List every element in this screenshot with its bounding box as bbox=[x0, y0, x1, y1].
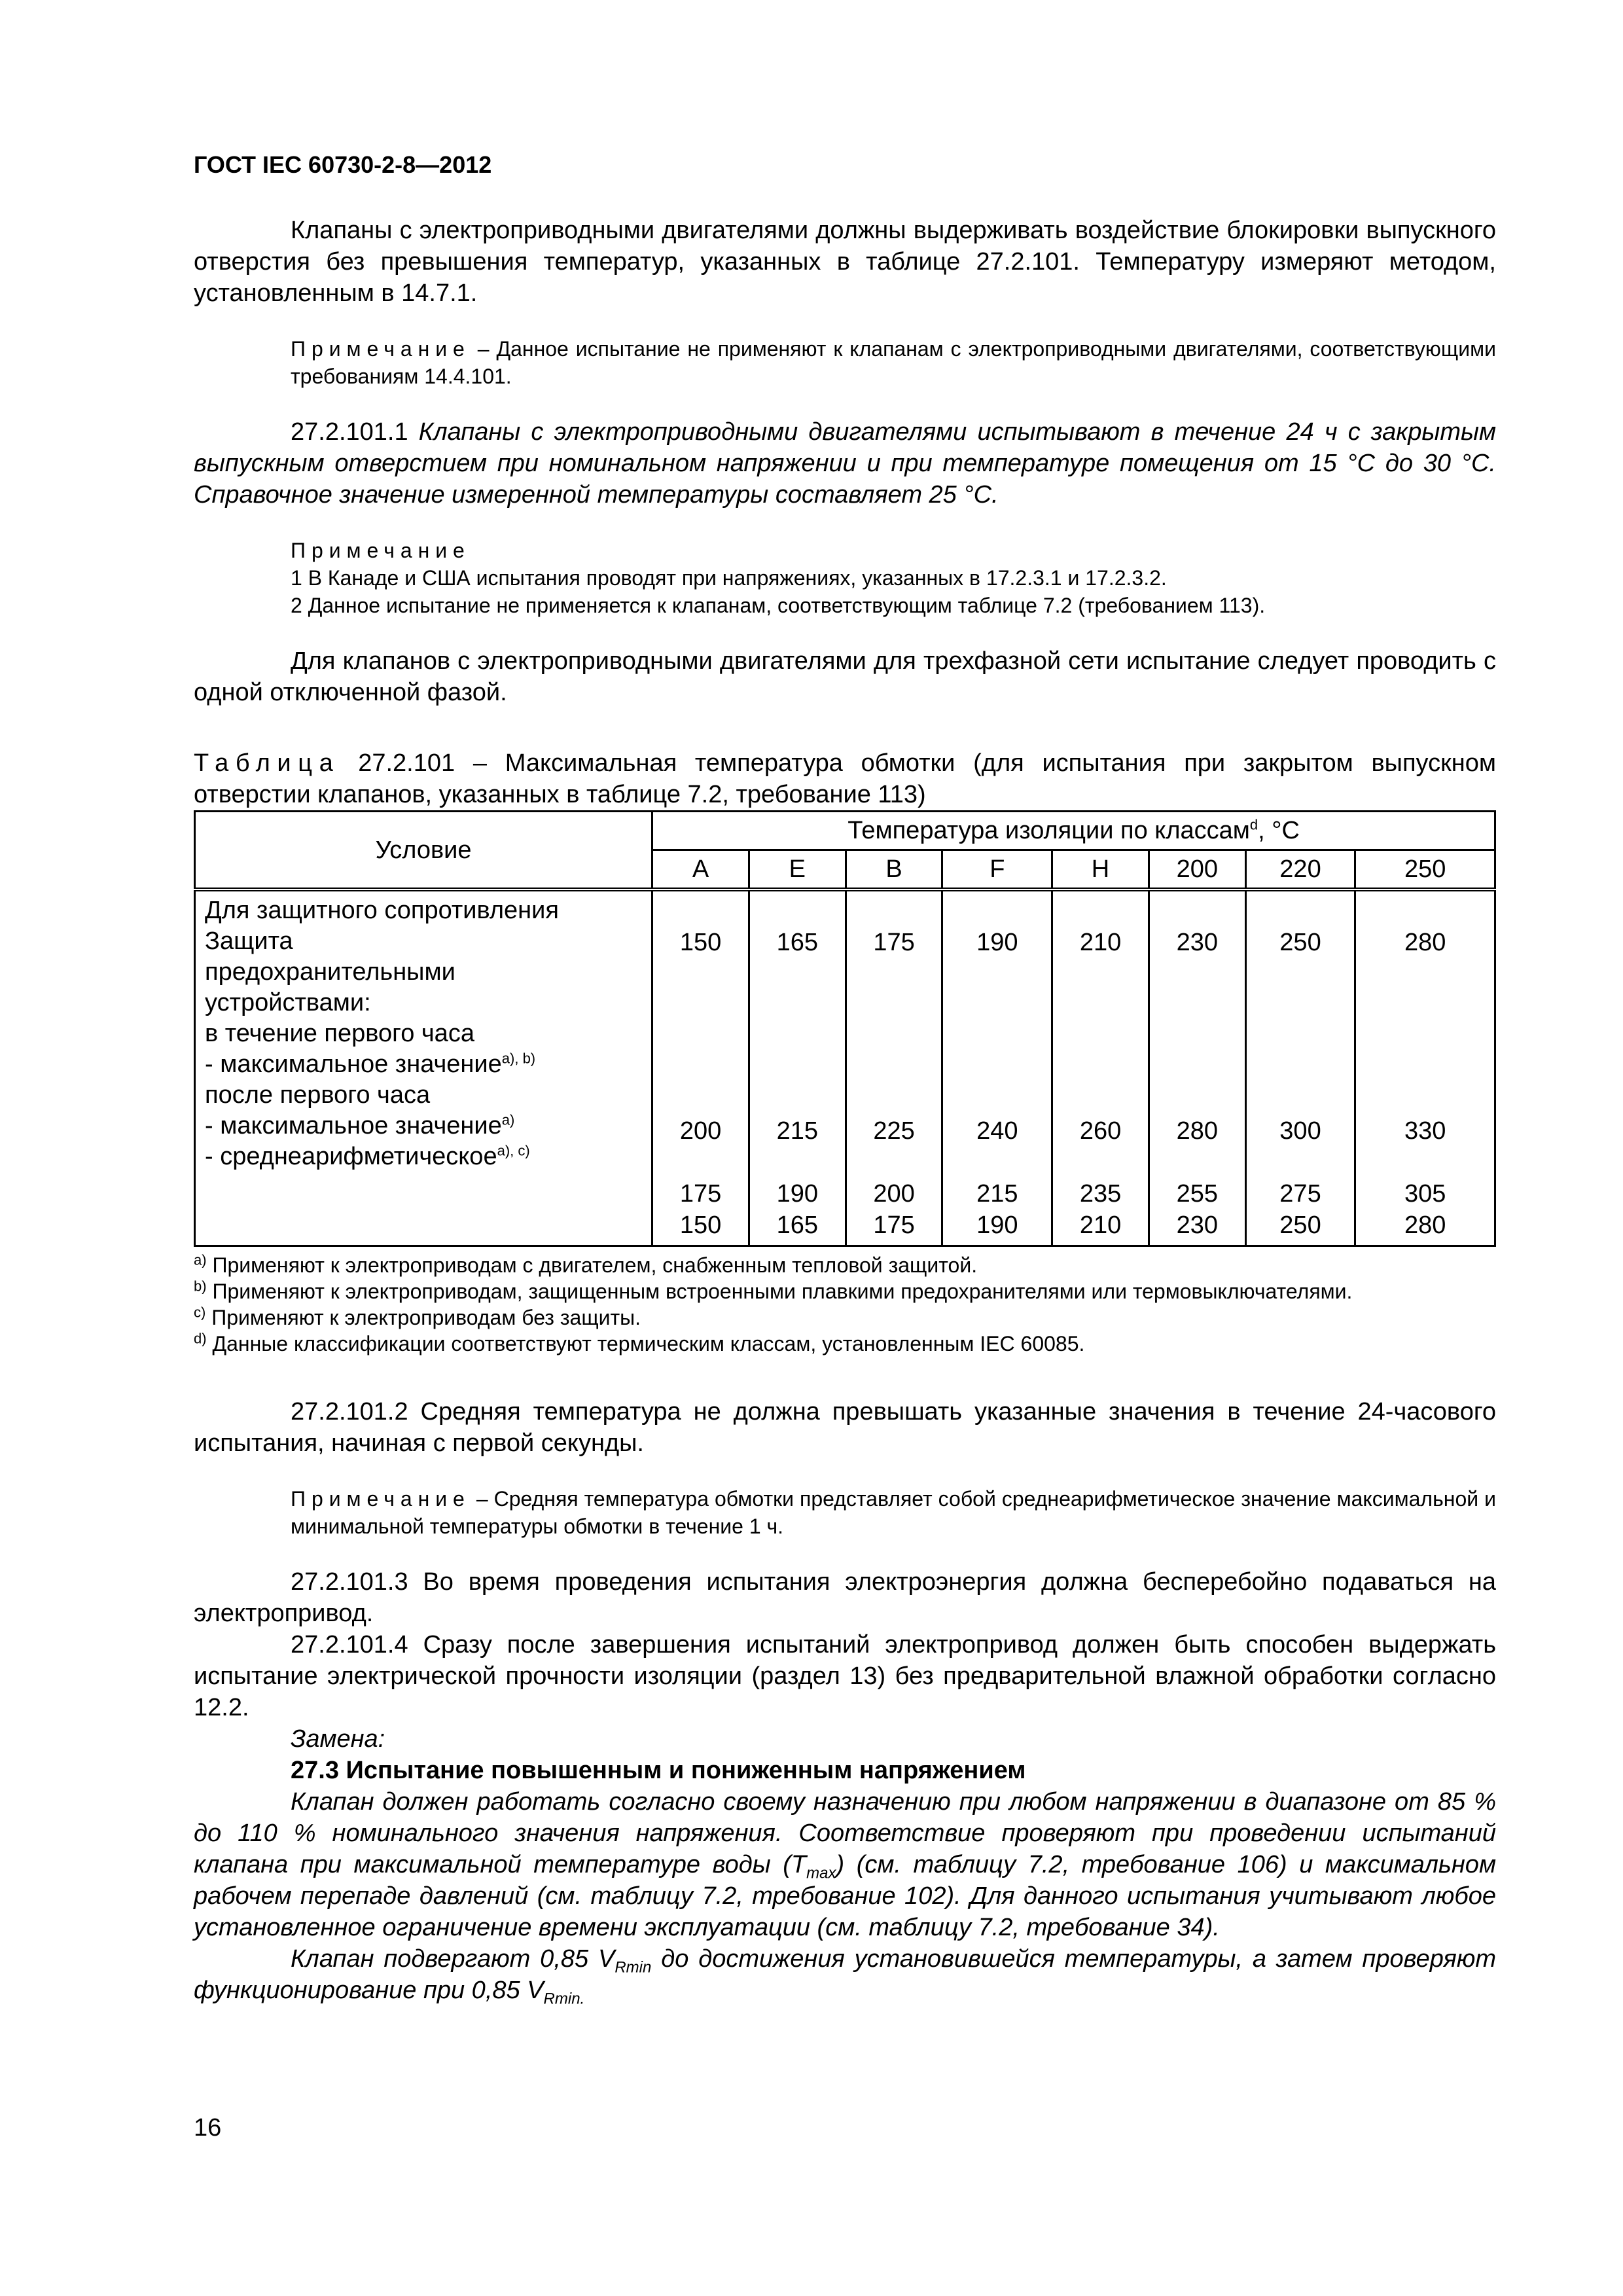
value-cell bbox=[846, 889, 942, 1246]
paragraph-3: Для клапанов с электроприводными двигателями для трехфазной сети испытание следует проводить с одной отключенной фазой. bbox=[194, 647, 1496, 706]
value-line bbox=[1154, 1147, 1241, 1178]
value-cell bbox=[1355, 889, 1495, 1246]
table-row bbox=[195, 889, 1495, 1246]
table-caption bbox=[194, 747, 1496, 810]
value-line: 250 bbox=[1279, 929, 1321, 956]
value-line bbox=[1360, 895, 1490, 927]
note-label: Примечание bbox=[291, 1487, 471, 1511]
value-line: 235 bbox=[1079, 1180, 1122, 1208]
value-line: 175 bbox=[873, 929, 915, 956]
value-line bbox=[1251, 895, 1351, 927]
value-line: 190 bbox=[776, 1180, 819, 1208]
paragraph-7: Клапан должен работать согласно своему назначению при любом напряжении в диапазоне от 85 % до 110 % номинального значения напряжения. Соответствие проверяют при проведении испытаний клапана при максимальной температуре воды $(T_{max})$ (см. таблицу 7.2, требование 106) и максимальном рабочем перепаде давлений (см. таблицу 7.2, требование 102). Для данного испытания учитывают любое установленное ограничение времени эксплуатации (см. таблицу 7.2, требование 34). bbox=[194, 1788, 1496, 1941]
page-number: 16 bbox=[194, 2114, 222, 2142]
value-line: 200 bbox=[873, 1180, 915, 1208]
value-line: 250 bbox=[1279, 1211, 1321, 1239]
header-class: 250 bbox=[1355, 850, 1495, 890]
value-line bbox=[947, 990, 1047, 1021]
value-line bbox=[1360, 958, 1490, 990]
value-line bbox=[1251, 1021, 1351, 1052]
value-line bbox=[657, 1147, 744, 1178]
value-line: 230 bbox=[1176, 929, 1218, 956]
value-line: 200 bbox=[679, 1117, 722, 1145]
footnote: $^{a)}$ Применяют к электроприводам с двигателем, снабженным тепловой защитой. bbox=[194, 1251, 978, 1277]
header-class: B bbox=[846, 850, 942, 890]
table-label: Таблица bbox=[194, 749, 340, 777]
value-line bbox=[1057, 958, 1144, 990]
value-line bbox=[1154, 1052, 1241, 1084]
value-line bbox=[1360, 1052, 1490, 1084]
paragraph-6: 27.2.101.4 Сразу после завершения испытаний электропривод должен быть способен выдержать испытание электрической прочности изоляции (раздел 13) без предварительной влажной обработки согласно 12.2. bbox=[194, 1631, 1496, 1721]
value-line: 190 bbox=[976, 1211, 1018, 1239]
replacement-label: Замена: bbox=[291, 1725, 385, 1753]
clause-text: Клапаны с электроприводными двигателями испытывают в течение 24 ч с закрытым выпускным отверстием при номинальном напряжении и при температуре помещения от 15 °С до 30 °С. Справочное значение измеренной температуры составляет 25 °С. bbox=[194, 418, 1496, 509]
value-line bbox=[1251, 1147, 1351, 1178]
value-line: 275 bbox=[1279, 1180, 1321, 1208]
value-line: 215 bbox=[776, 1117, 819, 1145]
value-line bbox=[1057, 1021, 1144, 1052]
value-line: 280 bbox=[1176, 1117, 1218, 1145]
footnote: $^{b)}$ Применяют к электроприводам, защищенным встроенными плавкими предохранителями или термовыключателями. bbox=[194, 1278, 1353, 1303]
value-line: 330 bbox=[1404, 1117, 1446, 1145]
value-line: 260 bbox=[1079, 1117, 1122, 1145]
header-class: 200 bbox=[1149, 850, 1245, 890]
value-line bbox=[754, 1021, 841, 1052]
value-cell bbox=[1245, 889, 1355, 1246]
value-line bbox=[851, 1021, 938, 1052]
value-line: 225 bbox=[873, 1117, 915, 1145]
value-line bbox=[851, 990, 938, 1021]
value-line bbox=[947, 1084, 1047, 1115]
value-cell bbox=[942, 889, 1052, 1246]
value-line bbox=[947, 1021, 1047, 1052]
value-line: 165 bbox=[776, 929, 819, 956]
value-line bbox=[657, 1052, 744, 1084]
header-class: E bbox=[749, 850, 846, 890]
value-line bbox=[1251, 958, 1351, 990]
value-line bbox=[1360, 1147, 1490, 1178]
value-line bbox=[754, 1147, 841, 1178]
value-line bbox=[947, 1147, 1047, 1178]
paragraph-5: 27.2.101.3 Во время проведения испытания электроэнергия должна бесперебойно подаваться на электропривод. bbox=[194, 1568, 1496, 1627]
value-line bbox=[851, 1084, 938, 1115]
value-line bbox=[851, 958, 938, 990]
value-line: 230 bbox=[1176, 1211, 1218, 1239]
value-line: 210 bbox=[1079, 929, 1122, 956]
header-temperature: Температура изоляции по классам$^d$, °С bbox=[652, 812, 1495, 850]
note-3 bbox=[194, 1485, 1496, 1540]
value-line bbox=[851, 1147, 938, 1178]
note-1 bbox=[194, 335, 1496, 390]
value-line bbox=[1154, 895, 1241, 927]
value-line: 165 bbox=[776, 1211, 819, 1239]
value-line bbox=[851, 1052, 938, 1084]
value-cell bbox=[652, 889, 749, 1246]
value-line bbox=[1057, 895, 1144, 927]
value-line bbox=[754, 958, 841, 990]
value-line: 240 bbox=[976, 1117, 1018, 1145]
value-line: 215 bbox=[976, 1180, 1018, 1208]
value-line bbox=[1057, 990, 1144, 1021]
value-cell bbox=[749, 889, 846, 1246]
value-line bbox=[1154, 990, 1241, 1021]
value-line: 190 bbox=[976, 929, 1018, 956]
value-line: 150 bbox=[679, 929, 722, 956]
footnote: $^{c)}$ Применяют к электроприводам без защиты. bbox=[194, 1304, 641, 1329]
value-line bbox=[1057, 1052, 1144, 1084]
value-line: 305 bbox=[1404, 1180, 1446, 1208]
header-class: A bbox=[652, 850, 749, 890]
clause-number: 27.2.101.1 bbox=[291, 418, 419, 446]
value-line bbox=[1154, 958, 1241, 990]
value-line: 300 bbox=[1279, 1117, 1321, 1145]
document-page bbox=[194, 149, 1496, 2006]
value-line bbox=[1154, 1021, 1241, 1052]
value-line bbox=[657, 1084, 744, 1115]
value-cell bbox=[1149, 889, 1245, 1246]
value-line bbox=[657, 958, 744, 990]
value-line bbox=[1360, 990, 1490, 1021]
note-2-item: 2 Данное испытание не применяется к клапанам, соответствующим таблице 7.2 (требованием 113). bbox=[291, 594, 1266, 617]
value-line: 280 bbox=[1404, 929, 1446, 956]
note-1-text: – Данное испытание не применяют к клапанам с электроприводными двигателями, соответствующими требованиям 14.4.101. bbox=[291, 337, 1496, 388]
value-line: 210 bbox=[1079, 1211, 1122, 1239]
header-class: F bbox=[942, 850, 1052, 890]
value-line bbox=[947, 895, 1047, 927]
paragraph-1: Клапаны с электроприводными двигателями должны выдерживать воздействие блокировки выпускного отверстия без превышения температур, указанных в таблице 27.2.101. Температуру измеряют методом, установленным в 14.7.1. bbox=[194, 217, 1496, 307]
value-line bbox=[754, 990, 841, 1021]
value-line bbox=[1057, 1147, 1144, 1178]
value-line bbox=[851, 895, 938, 927]
value-line bbox=[947, 1052, 1047, 1084]
paragraph-8: Клапан подвергают 0,85 $V_{Rmin}$ до достижения установившейся температуры, а затем проверяют функционирование при 0,85 $V_{Rmin.}$ bbox=[194, 1945, 1496, 2008]
paragraph-4: 27.2.101.2 Средняя температура не должна превышать указанные значения в течение 24-часового испытания, начиная с первой секунды. bbox=[194, 1398, 1496, 1457]
value-line: 280 bbox=[1404, 1211, 1446, 1239]
note-2 bbox=[194, 537, 1496, 619]
value-line bbox=[754, 1084, 841, 1115]
footnotes bbox=[194, 1252, 1496, 1357]
section-title: 27.3 Испытание повышенным и пониженным напряжением bbox=[291, 1757, 1026, 1784]
note-2-item: 1 В Канаде и США испытания проводят при напряжениях, указанных в 17.2.3.1 и 17.2.3.2. bbox=[291, 566, 1167, 590]
condition-cell: Для защитного сопротивления Защита предохранительными устройствами: в течение первого часа - максимальное значение$^{a), b)}$ после первого часа - максимальное значение$^{a)}$ - среднеарифметическое$^{a), c)}$ bbox=[195, 889, 652, 1246]
note-3-text: – Средняя температура обмотки представляет собой среднеарифметическое значение максимальной и минимальной температуры обмотки в течение 1 ч. bbox=[291, 1487, 1496, 1538]
footnote: $^{d)}$ Данные классификации соответствуют термическим классам, установленным IEC 60085. bbox=[194, 1330, 1085, 1355]
table-caption-text: 27.2.101 – Максимальная температура обмотки (для испытания при закрытом выпускном отверстии клапанов, указанных в таблице 7.2, требование 113) bbox=[194, 749, 1496, 808]
value-cell bbox=[1052, 889, 1149, 1246]
value-line: 175 bbox=[679, 1180, 722, 1208]
temperature-table bbox=[194, 810, 1496, 1247]
value-line bbox=[1154, 1084, 1241, 1115]
document-header: ГОСТ IEC 60730-2-8—2012 bbox=[194, 151, 492, 178]
header-condition: Условие bbox=[195, 812, 652, 890]
value-line bbox=[1360, 1021, 1490, 1052]
value-line bbox=[657, 990, 744, 1021]
header-class: 220 bbox=[1245, 850, 1355, 890]
value-line: 150 bbox=[679, 1211, 722, 1239]
value-line: 175 bbox=[873, 1211, 915, 1239]
value-line bbox=[947, 958, 1047, 990]
value-line: 255 bbox=[1176, 1180, 1218, 1208]
value-line bbox=[1251, 990, 1351, 1021]
paragraph-2 bbox=[194, 416, 1496, 511]
note-label: Примечание bbox=[291, 337, 471, 361]
value-line bbox=[657, 895, 744, 927]
value-line bbox=[1057, 1084, 1144, 1115]
value-line bbox=[754, 1052, 841, 1084]
value-line bbox=[1251, 1084, 1351, 1115]
value-line bbox=[754, 895, 841, 927]
value-line bbox=[657, 1021, 744, 1052]
header-class: H bbox=[1052, 850, 1149, 890]
value-line bbox=[1360, 1084, 1490, 1115]
note-label: Примечание bbox=[291, 539, 471, 562]
value-line bbox=[1251, 1052, 1351, 1084]
